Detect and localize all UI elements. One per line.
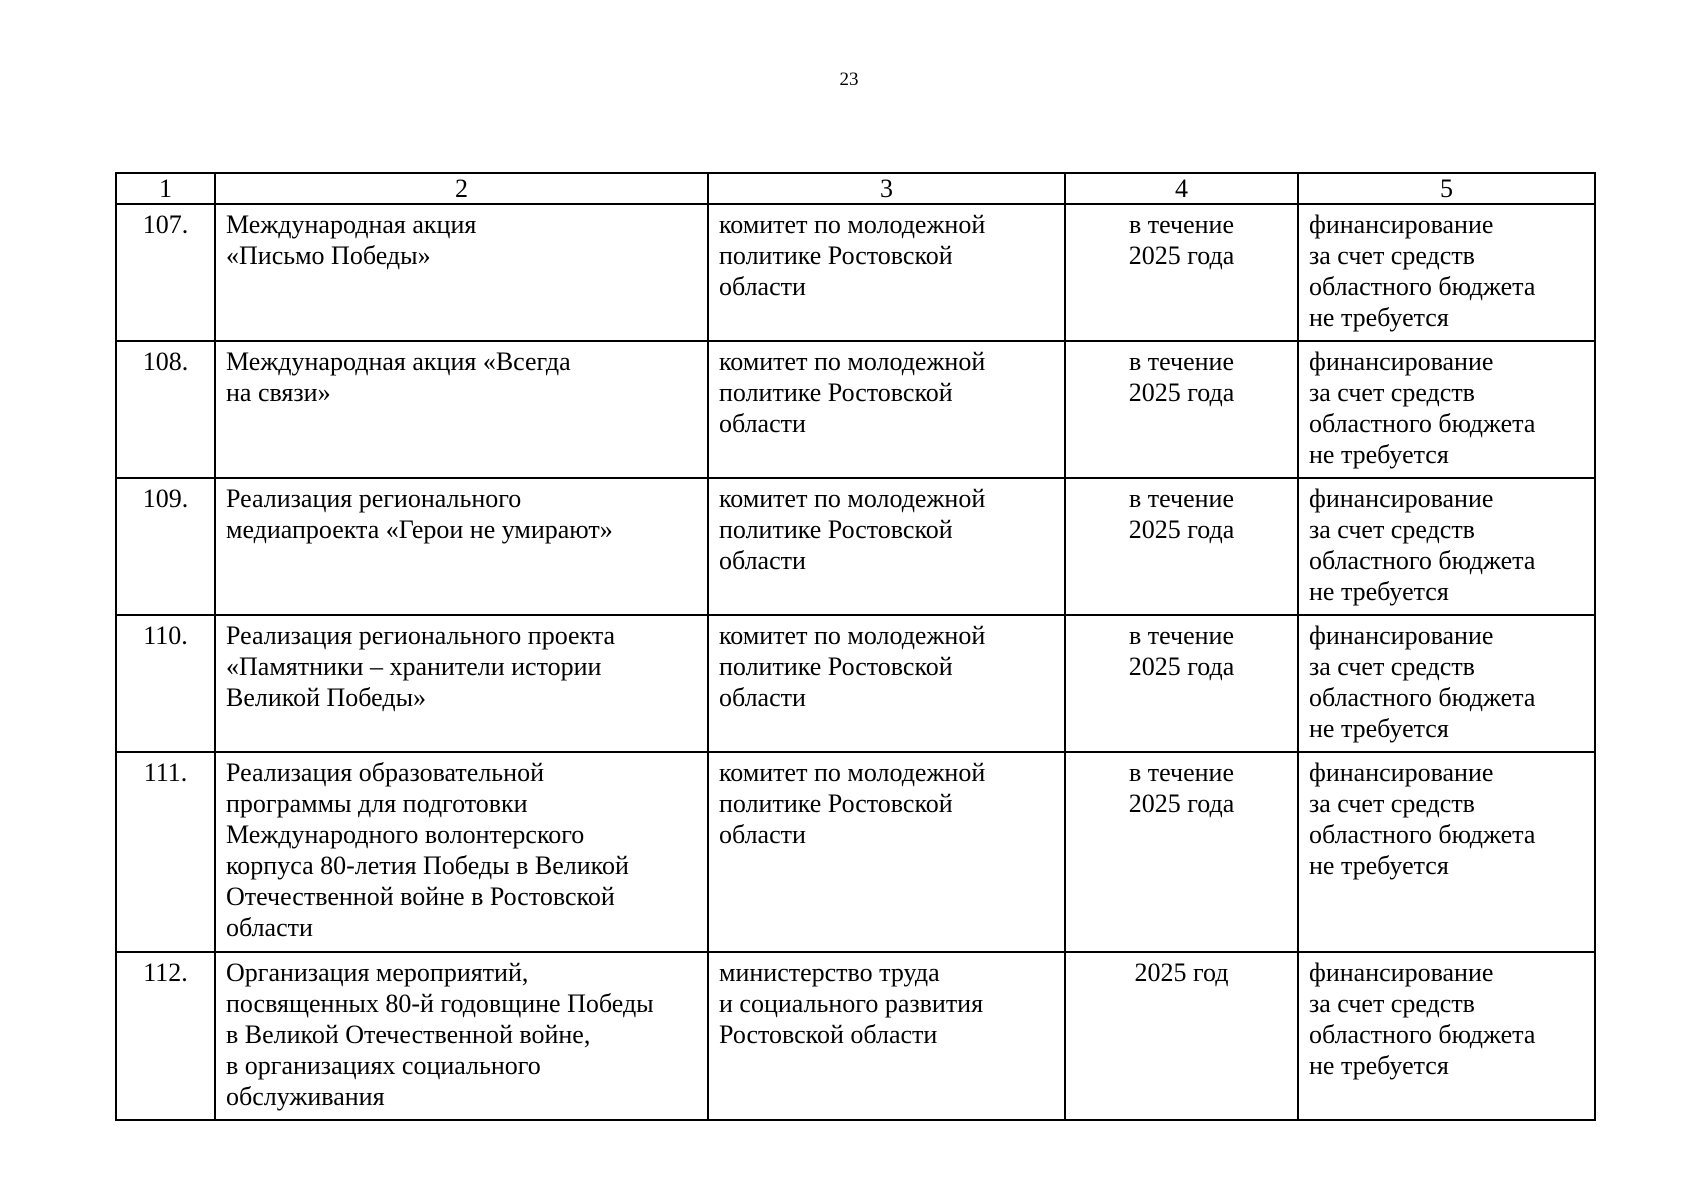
page-number: 23 — [839, 69, 859, 90]
executor: комитет по молодежной политике Ростовской области — [708, 615, 1065, 752]
table-row — [116, 478, 1595, 615]
executor: комитет по молодежной политике Ростовской области — [708, 478, 1065, 615]
term: в течение 2025 года — [1065, 615, 1298, 752]
executor: комитет по молодежной политике Ростовской области — [708, 752, 1065, 952]
row-number: 109. — [116, 478, 215, 615]
row-number: 112. — [116, 952, 215, 1120]
table-row — [116, 341, 1595, 478]
term: в течение 2025 года — [1065, 341, 1298, 478]
header-row — [116, 173, 1595, 204]
term: 2025 год — [1065, 952, 1298, 1120]
column-header-5: 5 — [1298, 173, 1595, 204]
financing: финансирование за счет средств областного бюджета не требуется — [1298, 478, 1595, 615]
event-name: Организация мероприятий, посвященных 80-й годовщине Победы в Великой Отечественной войне, в организациях социального обслуживания — [215, 952, 708, 1120]
term: в течение 2025 года — [1065, 478, 1298, 615]
column-header-2: 2 — [215, 173, 708, 204]
event-name: Международная акция «Письмо Победы» — [215, 204, 708, 341]
table-row — [116, 204, 1595, 341]
term: в течение 2025 года — [1065, 204, 1298, 341]
table-row — [116, 615, 1595, 752]
column-header-4: 4 — [1065, 173, 1298, 204]
row-number: 111. — [116, 752, 215, 952]
table-row — [116, 952, 1595, 1120]
column-header-3: 3 — [708, 173, 1065, 204]
column-header-1: 1 — [116, 173, 215, 204]
financing: финансирование за счет средств областного бюджета не требуется — [1298, 615, 1595, 752]
financing: финансирование за счет средств областного бюджета не требуется — [1298, 952, 1595, 1120]
financing: финансирование за счет средств областного бюджета не требуется — [1298, 341, 1595, 478]
events-table — [115, 172, 1596, 1121]
row-number: 108. — [116, 341, 215, 478]
financing: финансирование за счет средств областного бюджета не требуется — [1298, 204, 1595, 341]
term: в течение 2025 года — [1065, 752, 1298, 952]
event-name: Реализация регионального проекта «Памятники – хранители истории Великой Победы» — [215, 615, 708, 752]
table-row — [116, 752, 1595, 952]
executor: комитет по молодежной политике Ростовской области — [708, 341, 1065, 478]
financing: финансирование за счет средств областного бюджета не требуется — [1298, 752, 1595, 952]
event-name: Реализация образовательной программы для подготовки Международного волонтерского корпуса 80-летия Победы в Великой Отечественной войне в Ростовской области — [215, 752, 708, 952]
executor: министерство труда и социального развития Ростовской области — [708, 952, 1065, 1120]
executor: комитет по молодежной политике Ростовской области — [708, 204, 1065, 341]
row-number: 107. — [116, 204, 215, 341]
event-name: Международная акция «Всегда на связи» — [215, 341, 708, 478]
event-name: Реализация регионального медиапроекта «Герои не умирают» — [215, 478, 708, 615]
row-number: 110. — [116, 615, 215, 752]
